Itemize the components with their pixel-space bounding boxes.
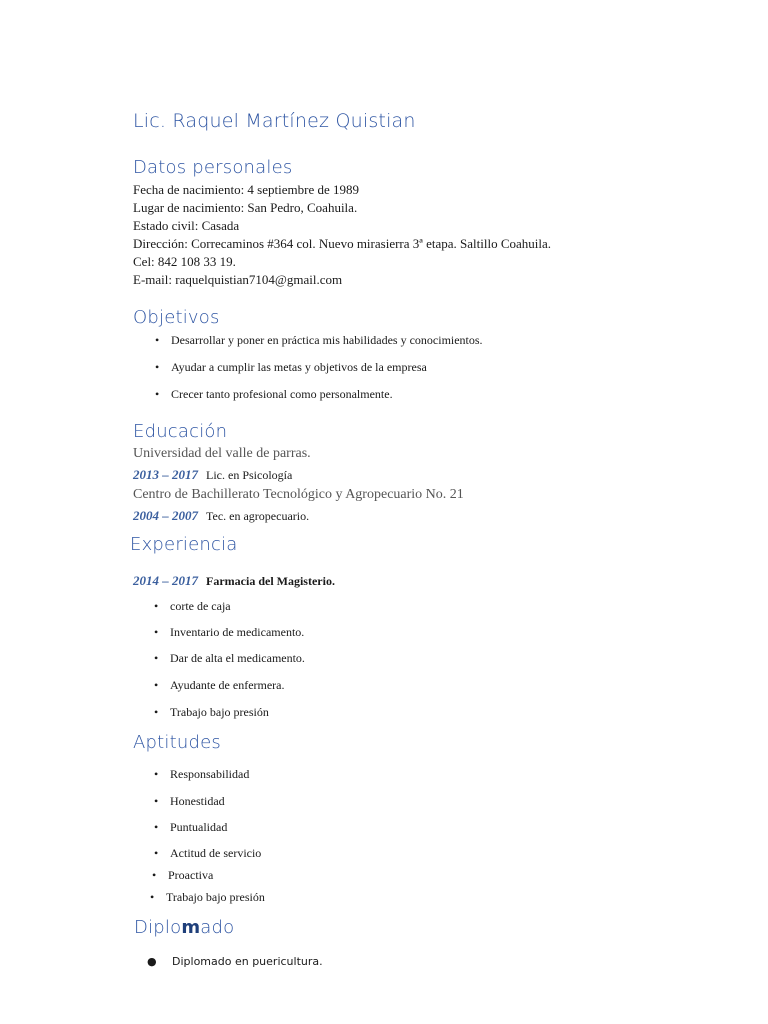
company-name: Farmacia del Magisterio.: [206, 574, 335, 588]
list-item: • Desarrollar y poner en práctica mis habilidades y conocimientos.: [155, 333, 483, 347]
section-title-experience: Experiencia: [130, 534, 238, 555]
education-entry: [133, 466, 292, 484]
school-name: Centro de Bachillerato Tecnológico y Agropecuario No. 21: [133, 487, 464, 502]
school-name: Universidad del valle de parras.: [133, 446, 311, 461]
list-item: • Ayudar a cumplir las metas y objetivos de la empresa: [155, 360, 427, 374]
birth-place: Lugar de nacimiento: San Pedro, Coahuila.: [133, 200, 358, 215]
section-title-education: Educación: [133, 421, 228, 442]
list-item: ● Diplomado en puericultura.: [147, 955, 323, 968]
section-title-personal: Datos personales: [133, 157, 293, 178]
personal-info: [133, 181, 551, 289]
section-title-objectives: Objetivos: [133, 307, 220, 328]
address: Dirección: Correcaminos #364 col. Nuevo mirasierra 3ª etapa. Saltillo Coahuila.: [133, 236, 552, 251]
marital-status: Estado civil: Casada: [133, 218, 240, 233]
list-item: • Crecer tanto profesional como personalmente.: [155, 387, 393, 401]
candidate-name: Lic. Raquel Martínez Quistian: [133, 110, 416, 132]
degree: Lic. en Psicología: [206, 468, 293, 482]
degree: Tec. en agropecuario.: [206, 509, 310, 523]
date-range: 2004 – 2007: [133, 508, 198, 523]
list-item: • Inventario de medicamento.: [154, 625, 305, 639]
birth-date: Fecha de nacimiento: 4 septiembre de 1989: [133, 182, 359, 197]
experience-entry: [133, 572, 335, 590]
list-item: • Responsabilidad: [154, 767, 250, 781]
section-title-diploma: Diplomado: [134, 917, 235, 938]
list-item: • Puntualidad: [154, 820, 228, 834]
date-range: 2013 – 2017: [133, 467, 198, 482]
phone: Cel: 842 108 33 19.: [133, 254, 236, 269]
list-item: • Ayudante de enfermera.: [154, 678, 285, 692]
list-item: • Honestidad: [154, 794, 225, 808]
list-item: • corte de caja: [154, 599, 231, 613]
education-entry: [133, 507, 309, 525]
list-item: • Proactiva: [152, 868, 214, 882]
section-title-skills: Aptitudes: [133, 732, 221, 753]
date-range: 2014 – 2017: [133, 573, 198, 588]
email: E-mail: raquelquistian7104@gmail.com: [133, 272, 343, 287]
list-item: • Trabajo bajo presión: [150, 890, 265, 904]
list-item: • Dar de alta el medicamento.: [154, 651, 305, 665]
list-item: • Actitud de servicio: [154, 846, 262, 860]
list-item: • Trabajo bajo presión: [154, 705, 269, 719]
